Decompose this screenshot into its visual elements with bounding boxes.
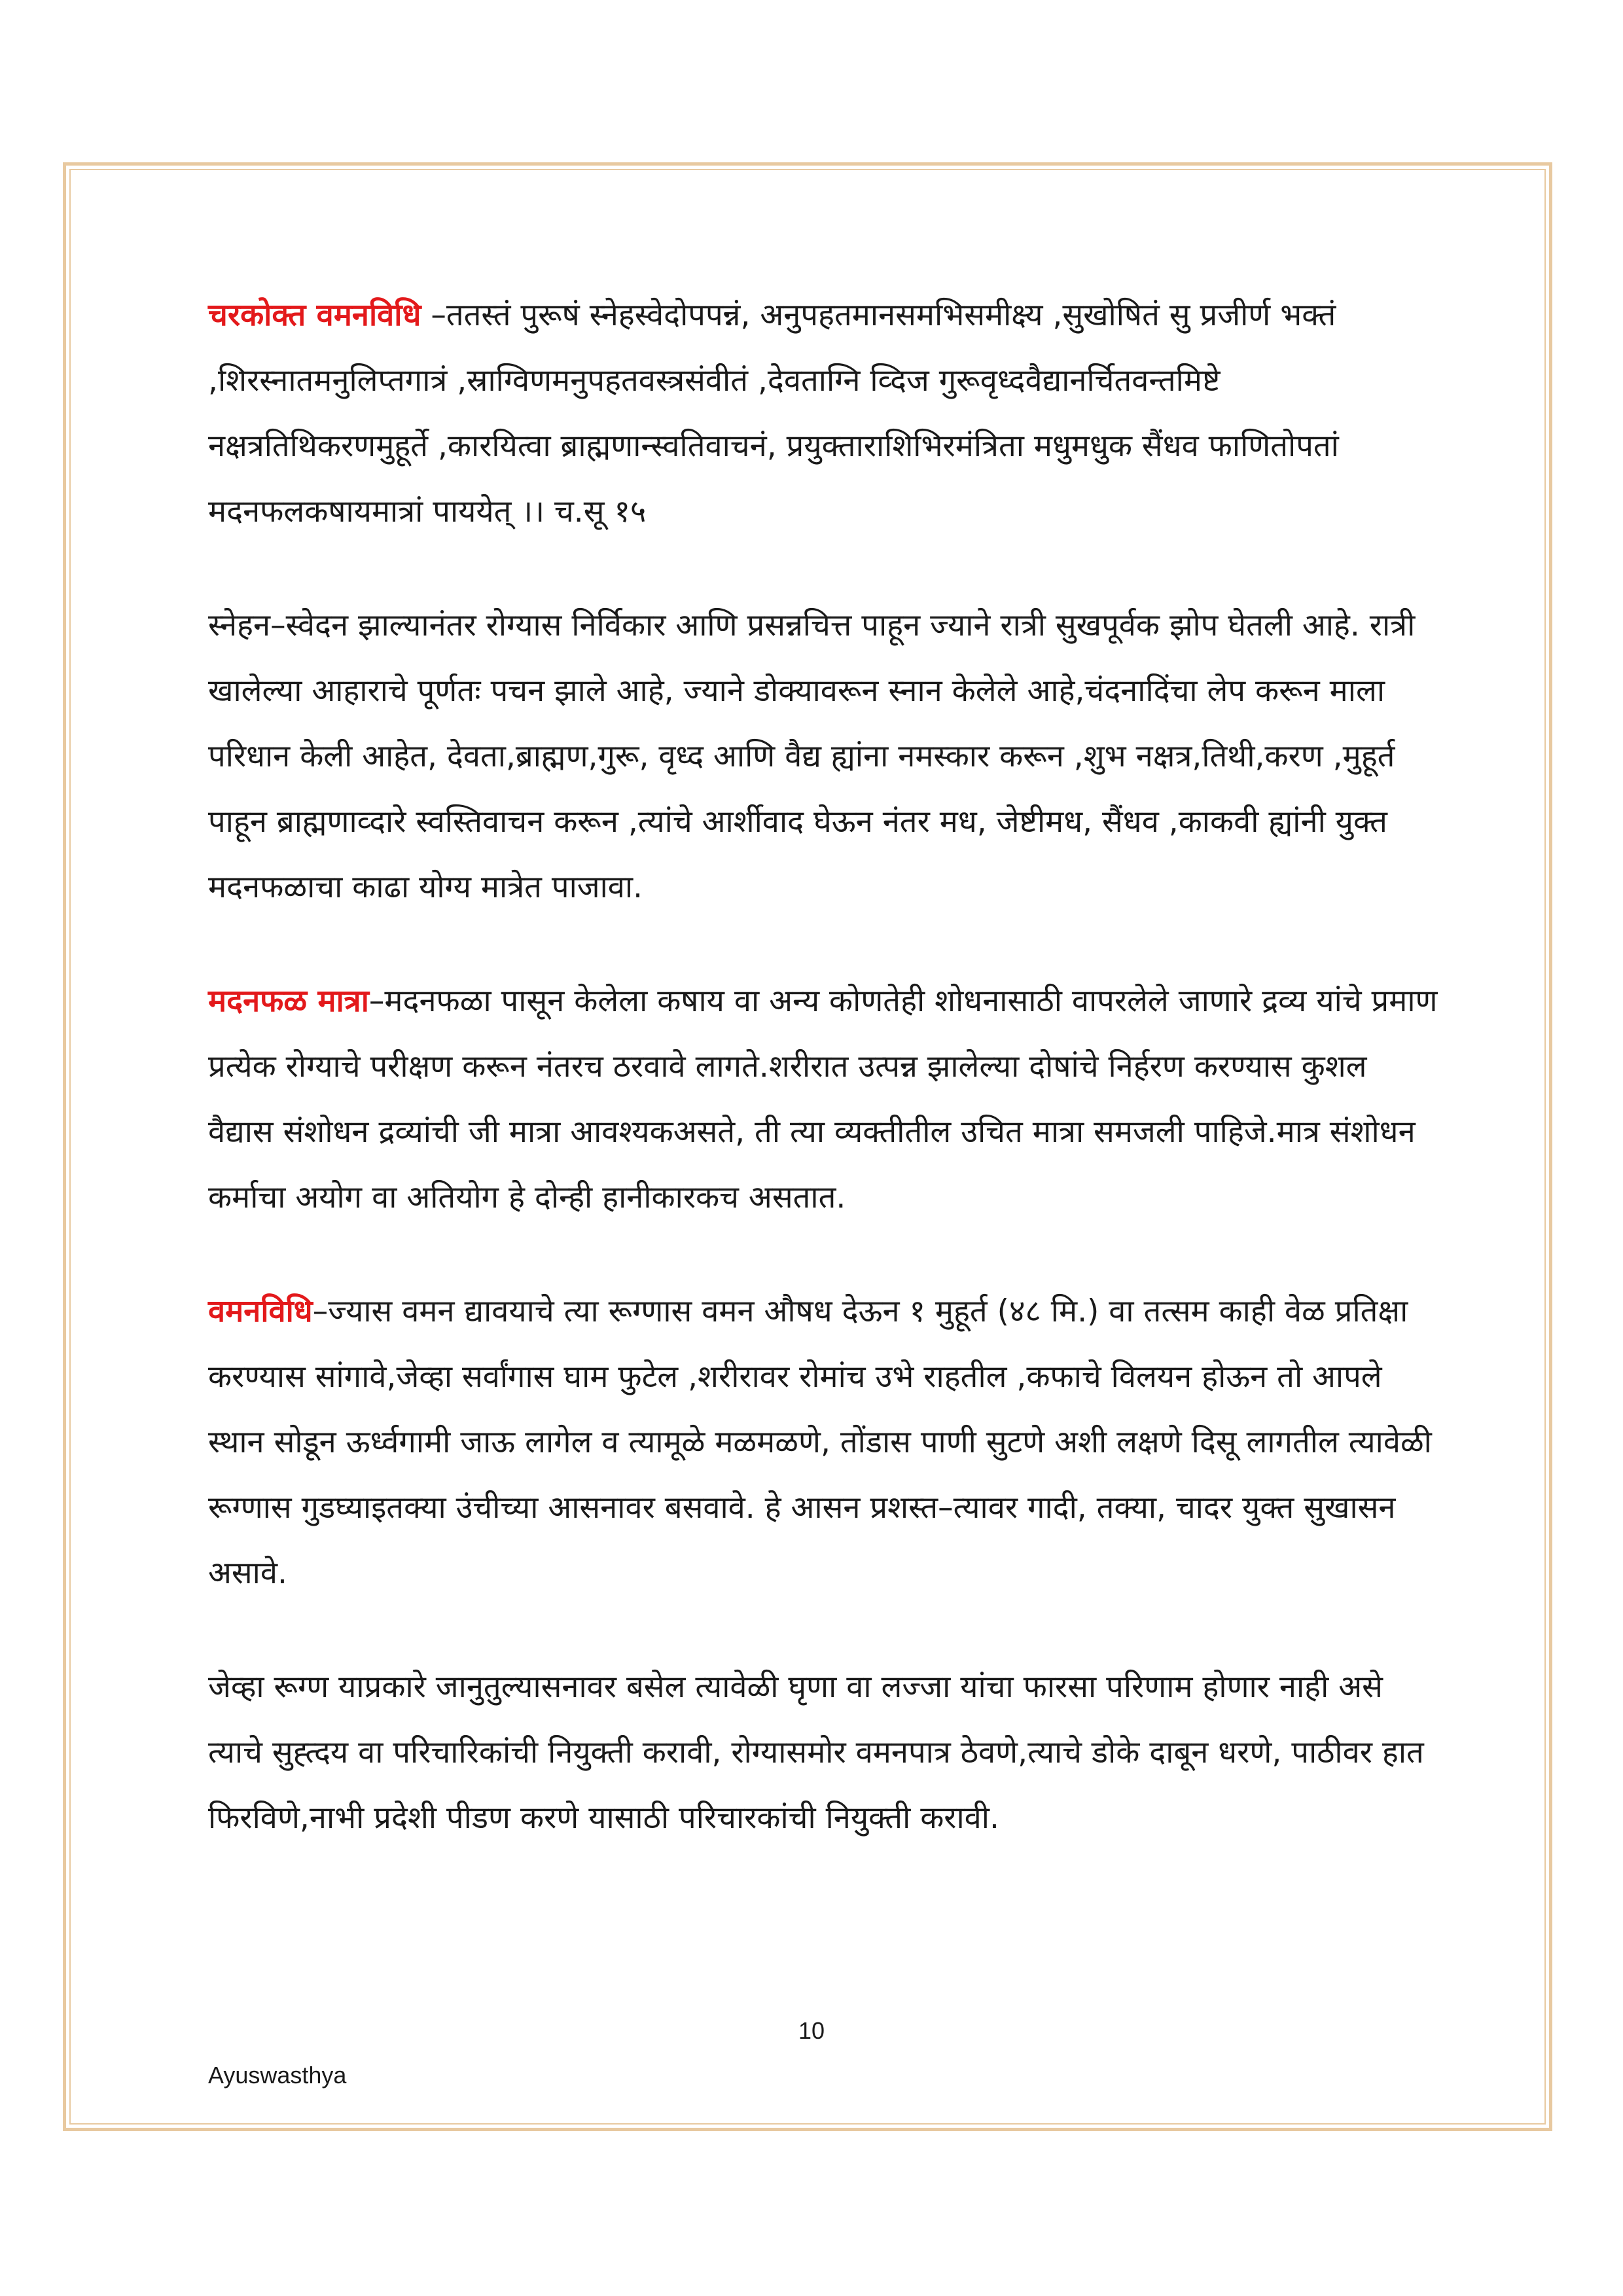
paragraph-body: –ज्यास वमन द्यावयाचे त्या रूग्णास वमन औषध देऊन १ मुहूर्त (४८ मि.) वा तत्सम काही वेळ प्रतिक्षा करण्यास सांगावे,जेव्हा सर्वांगास घाम फुटेल ,शरीरावर रोमांच उभे राहतील ,कफाचे विलयन होऊन तो आपले स्थान सोडून ऊर्ध्वगामी जाऊ लागेल व त्यामूळे मळमळणे, तोंडास पाणी सुटणे अशी लक्षणे दिसू लागतील त्यावेळी रूग्णास गुडघ्याइतक्या उंचीच्या आसनावर बसवावे. हे आसन प्रशस्त–त्यावर गादी, तक्या, चादर युक्त सुखासन असावे.	[208, 1293, 1432, 1591]
paragraph-body: –ततस्तं पुरूषं स्नेहस्वेदोपपन्नं, अनुपहतमानसमभिसमीक्ष्य ,सुखोषितं सु प्रजीर्ण भक्तं ,शिरस्नातमनुलिप्तगात्रं ,स्राग्विणमनुपहतवस्त्रसंवीतं ,देवताग्नि व्दिज गुरूवृध्दवैद्यानर्चितवन्तमिष्टे नक्षत्रतिथिकरणमुहूर्ते ,कारयित्वा ब्राह्मणान्स्वतिवाचनं, प्रयुक्ताराशिभिरमंत्रिता मधुमधुक सैंधव फाणितोपतां मदनफलकषायमात्रां पाययेत् ।। च.सू १५	[208, 297, 1339, 529]
paragraph-body: –मदनफळा पासून केलेला कषाय वा अन्य कोणतेही शोधनासाठी वापरलेले जाणारे द्रव्य यांचे प्रमाण प्रत्येक रोग्याचे परीक्षण करून नंतरच ठरवावे लागते.शरीरात उत्पन्न झालेल्या दोषांचे निर्हरण करण्यास कुशल वैद्यास संशोधन द्रव्यांची जी मात्रा आवश्यकअसते, ती त्या व्यक्तीतील उचित मात्रा समजली पाहिजे.मात्र संशोधन कर्माचा अयोग वा अतियोग हे दोन्ही हानीकारकच असतात.	[208, 983, 1438, 1215]
paragraph-body: जेव्हा रूग्ण याप्रकारे जानुतुल्यासनावर बसेल त्यावेळी घृणा वा लज्जा यांचा फारसा परिणाम होणार नाही असे त्याचे सुह्त्दय वा परिचारिकांची नियुक्ती करावी, रोग्यासमोर वमनपात्र ठेवणे,त्याचे डोके दाबून धरणे, पाठीवर हात फिरविणे,नाभी प्रदेशी पीडण करणे यासाठी परिचारकांची नियुक्ती करावी.	[208, 1669, 1424, 1836]
heading-vamanvidhi: वमनविधि	[208, 1293, 313, 1329]
footer-label: Ayuswasthya	[208, 2062, 347, 2089]
paragraph-charakokta-vamanvidhi	[208, 283, 1438, 545]
paragraph-madanphal-matra	[208, 969, 1438, 1230]
page-number: 10	[798, 2017, 825, 2044]
heading-madanphal-matra: मदनफळ मात्रा	[208, 983, 369, 1019]
paragraph-vamanvidhi	[208, 1279, 1438, 1606]
paragraph-snehan-swedan	[208, 593, 1438, 920]
page-content	[208, 283, 1438, 1899]
paragraph-janutulyasan	[208, 1655, 1438, 1851]
paragraph-body: स्नेहन–स्वेदन झाल्यानंतर रोग्यास निर्विकार आणि प्रसन्नचित्त पाहून ज्याने रात्री सुखपूर्वक झोप घेतली आहे. रात्री खालेल्या आहाराचे पूर्णतः पचन झाले आहे, ज्याने डोक्यावरून स्नान केलेले आहे,चंदनादिंचा लेप करून माला परिधान केली आहेत, देवता,ब्राह्मण,गुरू, वृध्द आणि वैद्य ह्यांना नमस्कार करून ,शुभ नक्षत्र,तिथी,करण ,मुहूर्त पाहून ब्राह्मणाव्दारे स्वस्तिवाचन करून ,त्यांचे आर्शीवाद घेऊन नंतर मध, जेष्टीमध, सैंधव ,काकवी ह्यांनी युक्त मदनफळाचा काढा योग्य मात्रेत पाजावा.	[208, 607, 1416, 905]
heading-charakokta-vamanvidhi: चरकोक्त वमनविधि	[208, 297, 421, 333]
